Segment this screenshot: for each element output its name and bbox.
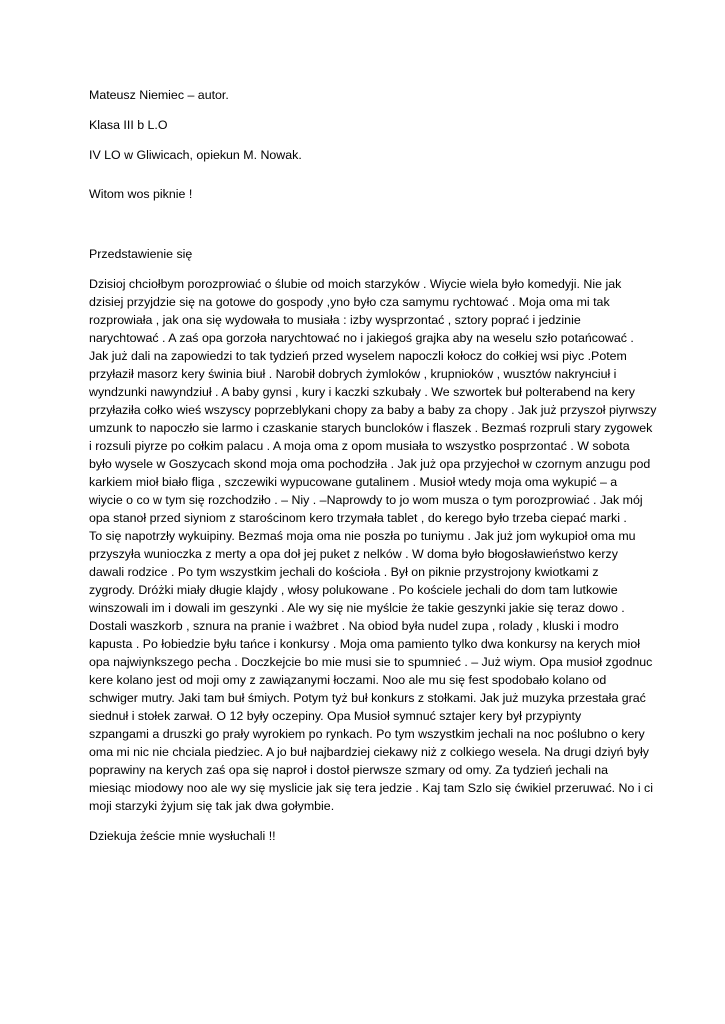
body-line: kapusta . Po łobiedzie byłu tańce i konkursy . Moja oma pamiento tylko dwa konkursy na kerych mioł (89, 637, 640, 651)
class-line: Klasa III b L.O (89, 118, 168, 132)
body-line: miesiąc miodowy noo ale wy się myslicie jak się tera jedzie . Kaj tam Szlo się ćwikiel przeruwać. No i ci (89, 781, 653, 795)
body-line: przyłaził masorz kery świnia biuł . Narobił dobrych żymloków , krupnioków , wusztów nakryнciuł i (89, 367, 617, 381)
body-line: przyszyła wunioczka z merty a opa doł jej puket z nelków . W doma było błogosławieństwo kerzy (89, 547, 618, 561)
body-line: winszowali im i dowali im geszynki . Ale wy się nie myślcie że takie geszynki jakie się teraz dowo . (89, 601, 625, 615)
school-line: IV LO w Gliwicach, opiekun M. Nowak. (89, 148, 302, 162)
body-line: oma mi nic nie chciala piedziec. A jo buł najbardziej ciekawy niż z colkiego wesela. Na drugi dziyń były (89, 745, 649, 759)
greeting: Witom wos piknie ! (89, 187, 193, 201)
body-line: karkiem mioł biało fliga , szczewiki wypucowane gutalinem . Musioł wtedy moja oma wykupić – a (89, 475, 618, 489)
body-line: narychtować . A zaś opa gorzoła narychtować no i jakiegoś grajka aby na weselu szło potańcować . (89, 331, 634, 345)
body-line: schwiger mutry. Jaki tam buł śmiych. Potym tyż buł konkurs z stołkami. Jak już muzyka przestała grać (89, 691, 646, 705)
body-line: szpangami a druszki go prały wyrokiem po rynkach. Po tym wszystkim jechali na noc poślubno o kery (89, 727, 645, 741)
body-line: Dostali waszkorb , sznura na pranie i ważbret . Na obiod była nudel zupa , rolady , kluski i modro (89, 619, 619, 633)
body-line: rozprowiała , jak ona się wydowała to musiała : izby wysprzontać , sztory poprać i jedzinie (89, 313, 581, 327)
body-line: umzunk to napoczło sie larmo i czaskanie starych buncloków i flaszek . Bezmaś rozpruli stary zygowek (89, 421, 653, 435)
body-line: kere kolano jest od moji omy z zawiązanymi łoczami. Noo ale mu się fest spodobało kolano od (89, 673, 607, 687)
body-line: przyłaziła cołko wieś wszyscy poprzeblykani chopy za baby a baby za chopy . Jak już przyszoł piyrwszy (89, 403, 657, 417)
body-line: poprawiny na kerych zaś opa się naproł i dostoł pierwsze szmary od omy. Za tydzień jechali na (89, 763, 609, 777)
body-line: opa najwiynkszego pecha . Doczkejcie bo mie musi sie to spumnieć . – Już wiym. Opa musioł zgodnuc (89, 655, 653, 669)
body-line: Jak już dali na zapowiedzi to tak tydzień przed wyselem napoczli kołocz do cołkiej wsi piyc .Potem (89, 349, 627, 363)
closing-line: Dziekuja żeście mnie wysłuchali !! (89, 829, 276, 843)
body-paragraph (89, 275, 657, 815)
body-line: dawali rodzice . Po tym wszystkim jechali do kościoła . Był on piknie przystrojony kwiotkami z (89, 565, 599, 579)
author-line: Mateusz Niemiec – autor. (89, 88, 229, 102)
body-line: To się napotrzły wykuipiny. Bezmaś moja oma nie poszła po tuniymu . Jak już jom wykupioł oma mu (89, 529, 636, 543)
body-line: siednuł i stołek zarwał. O 12 były oczepiny. Opa Musioł symnuć sztajer kery był przypiynty (89, 709, 582, 723)
body-line: Dzisioj chciołbym porozprowiać o ślubie od moich starzyków . Wiycie wiela było komedyji. Nie jak (89, 277, 622, 291)
section-heading: Przedstawienie się (89, 247, 193, 261)
document-content (89, 86, 657, 845)
body-line: moji starzyki żyjum się tak jak dwa gołymbie. (89, 799, 335, 813)
body-line: było wysele w Goszycach skond moja oma pochodziła . Jak już opa przyjechoł w czornym anzugu pod (89, 457, 651, 471)
body-line: zygrody. Dróżki miały długie klajdy , włosy polukowane . Po kościele jechali do dom tam lutkowie (89, 583, 618, 597)
body-line: opa stanoł przed siyniom z starościnom kero trzymała tablet , do kerego było trzeba ciepać marki . (89, 511, 627, 525)
body-line: dzisiej przyjdzie się na gotowe do gospody ,yno było cza samymu rychtować . Moja oma mi tak (89, 295, 610, 309)
body-line: wiycie o co w tym się rozchodziło . – Niy . –Naprowdy to jo wom musza o tym porozprowiać . Jak mój (89, 493, 643, 507)
body-line: wyndzunki nawyndziuł . A baby gynsi , kury i kaczki szkubały . We szwortek buł polterabend na kery (89, 385, 635, 399)
body-line: i rozsuli piyrze po cołkim palacu . A moja oma z opom musiała to wszystko posprzontać . W sobota (89, 439, 630, 453)
